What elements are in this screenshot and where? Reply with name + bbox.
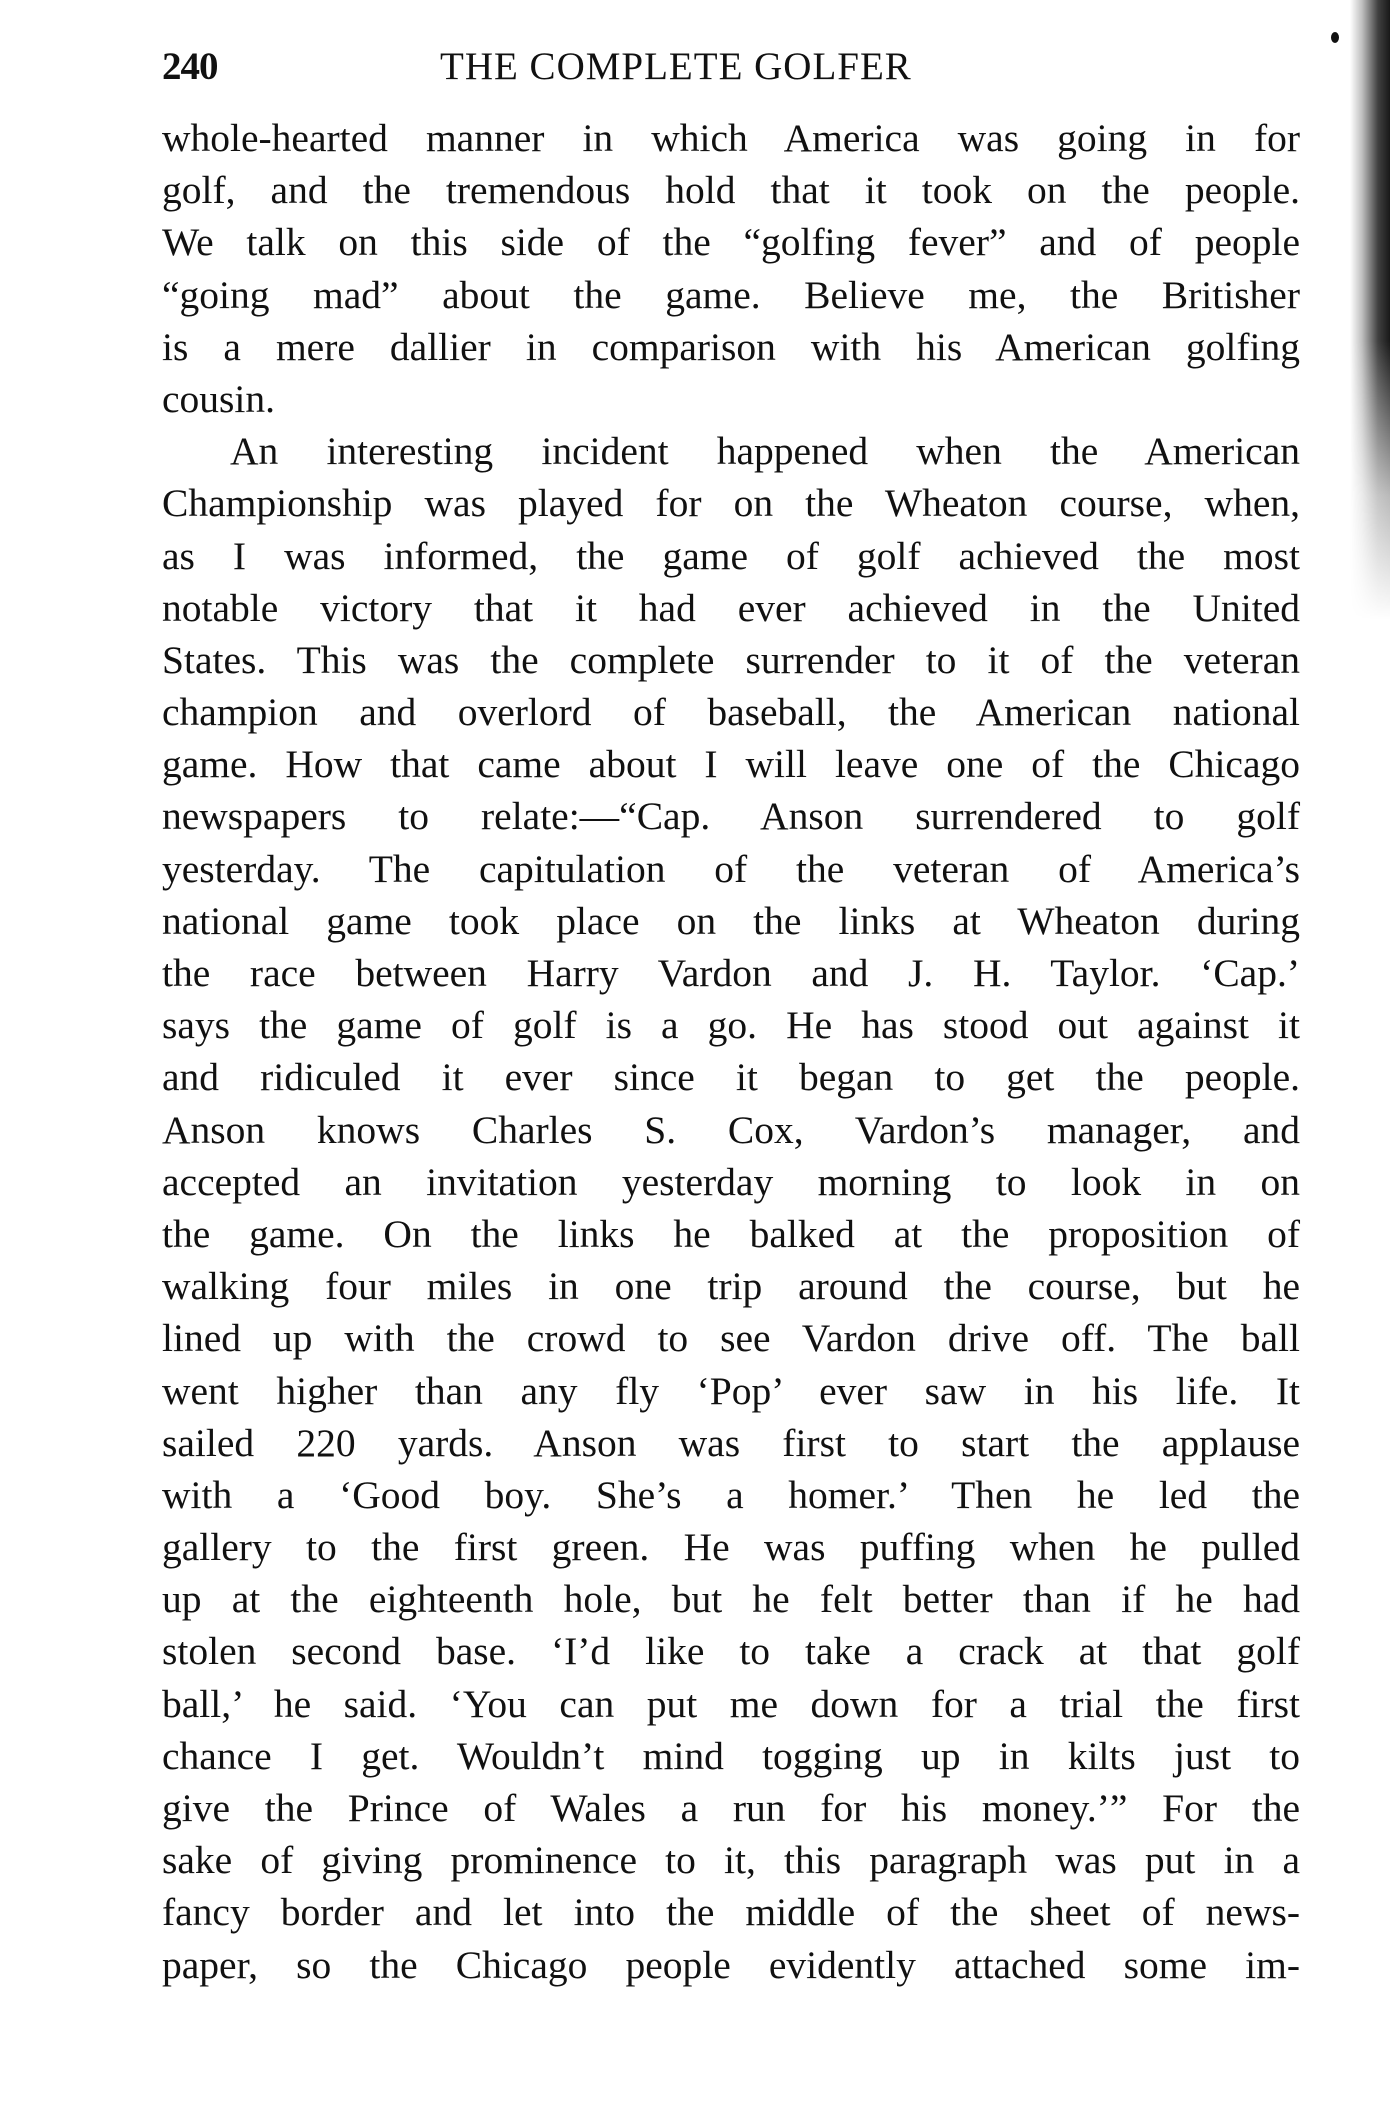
text-line: chance I get. Wouldn’t mind togging up in kilts just to bbox=[162, 1733, 1300, 1778]
text-line: and ridiculed it ever since it began to get the people. bbox=[162, 1055, 1300, 1100]
text-line: game. How that came about I will leave one of the Chicago bbox=[162, 742, 1300, 787]
text-line: gallery to the first green. He was puffing when he pulled bbox=[162, 1525, 1300, 1570]
text-line: the race between Harry Vardon and J. H. Taylor. ‘Cap.’ bbox=[162, 951, 1300, 995]
text-line: yesterday. The capitulation of the veteran of America’s bbox=[162, 846, 1300, 891]
text-line: national game took place on the links at Wheaton during bbox=[162, 898, 1300, 943]
text-line: notable victory that it had ever achieved in the United bbox=[162, 585, 1300, 630]
text-line: We talk on this side of the “golfing fever” and of people bbox=[162, 220, 1300, 265]
text-line: is a mere dallier in comparison with his American golfing bbox=[162, 324, 1300, 369]
text-line: up at the eighteenth hole, but he felt better than if he had bbox=[162, 1577, 1300, 1622]
text-line: give the Prince of Wales a run for his money.’” For the bbox=[162, 1786, 1300, 1830]
text-line: as I was informed, the game of golf achieved the most bbox=[162, 533, 1300, 578]
paragraph-start-line: An interesting incident happened when the American bbox=[230, 429, 1300, 474]
text-line: ball,’ he said. ‘You can put me down for a trial the first bbox=[162, 1681, 1300, 1726]
text-line: “going mad” about the game. Believe me, the Britisher bbox=[162, 272, 1300, 317]
text-line: sailed 220 yards. Anson was first to start the applause bbox=[162, 1420, 1300, 1465]
text-line: whole-hearted manner in which America was going in for bbox=[162, 116, 1300, 160]
text-line: cousin. bbox=[162, 376, 276, 421]
scan-speck bbox=[1331, 32, 1339, 43]
text-line: champion and overlord of baseball, the American national bbox=[162, 690, 1300, 735]
text-line: the game. On the links he balked at the proposition of bbox=[162, 1211, 1300, 1256]
scan-edge-shadow bbox=[1350, 0, 1390, 620]
text-line: says the game of golf is a go. He has stood out against it bbox=[162, 1003, 1300, 1048]
book-title: THE COMPLETE GOLFER bbox=[440, 45, 912, 88]
text-line: golf, and the tremendous hold that it took on the people. bbox=[162, 168, 1300, 213]
text-line: accepted an invitation yesterday morning to look in on bbox=[162, 1159, 1300, 1204]
text-line: fancy border and let into the middle of the sheet of news- bbox=[162, 1890, 1300, 1935]
text-line: States. This was the complete surrender to it of the veteran bbox=[162, 637, 1300, 682]
text-line: sake of giving prominence to it, this paragraph was put in a bbox=[162, 1838, 1300, 1883]
text-line: went higher than any fly ‘Pop’ ever saw in his life. It bbox=[162, 1368, 1300, 1413]
page-number: 240 bbox=[162, 45, 218, 88]
text-line: walking four miles in one trip around the course, but he bbox=[162, 1264, 1300, 1309]
text-line: stolen second base. ‘I’d like to take a crack at that golf bbox=[162, 1629, 1300, 1674]
text-line: Anson knows Charles S. Cox, Vardon’s manager, and bbox=[162, 1107, 1300, 1152]
text-line: Championship was played for on the Wheaton course, when, bbox=[162, 481, 1300, 526]
text-line: lined up with the crowd to see Vardon drive off. The ball bbox=[162, 1316, 1300, 1361]
body-text bbox=[162, 112, 1300, 1991]
text-line: newspapers to relate:—“Cap. Anson surrendered to golf bbox=[162, 794, 1300, 839]
text-line: with a ‘Good boy. She’s a homer.’ Then he led the bbox=[162, 1472, 1300, 1517]
running-head bbox=[162, 42, 1300, 92]
text-line: paper, so the Chicago people evidently attached some im- bbox=[162, 1942, 1300, 1987]
